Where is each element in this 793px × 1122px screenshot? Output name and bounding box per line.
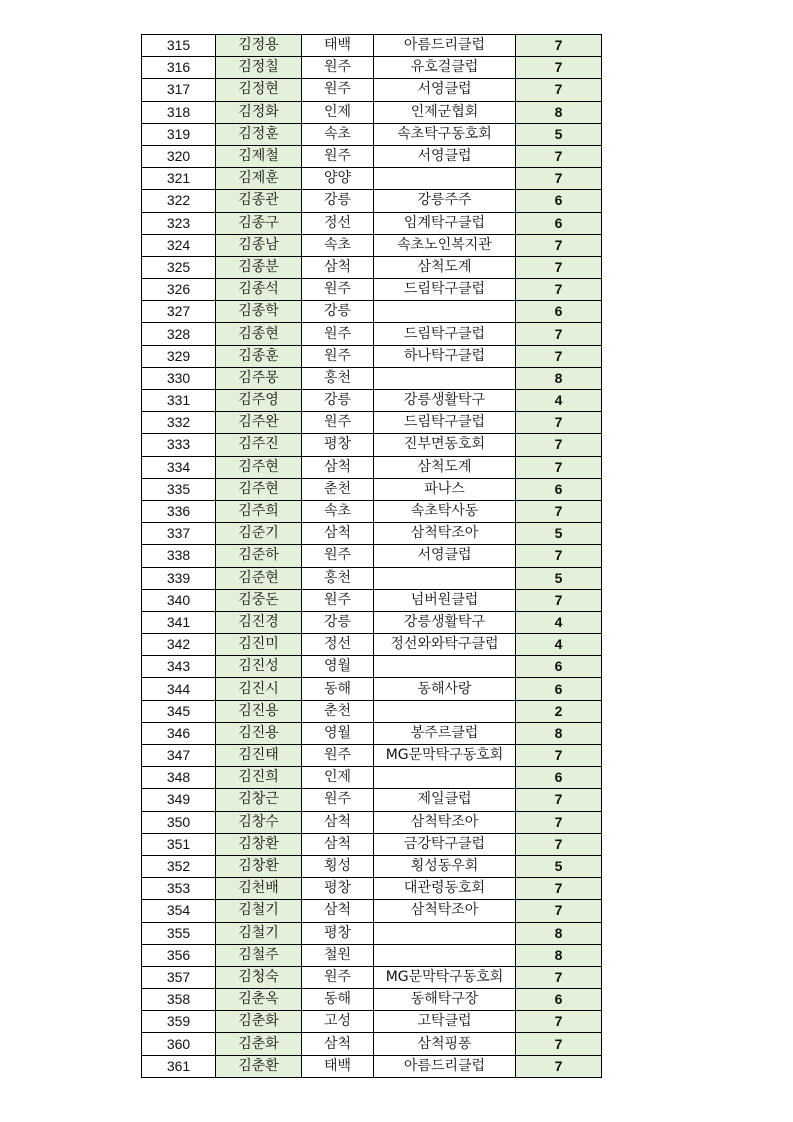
region-cell: 평창	[302, 922, 374, 944]
grade-cell: 7	[516, 1011, 602, 1033]
grade-cell: 7	[516, 79, 602, 101]
table-row	[142, 123, 602, 145]
region-cell: 삼척	[302, 523, 374, 545]
club-cell: 속초탁구동호회	[374, 123, 516, 145]
club-cell: 대관령동호회	[374, 878, 516, 900]
table-row	[142, 256, 602, 278]
table-row	[142, 456, 602, 478]
club-cell: 드림탁구클럽	[374, 323, 516, 345]
grade-cell: 6	[516, 656, 602, 678]
club-cell: 속초노인복지관	[374, 234, 516, 256]
grade-cell: 7	[516, 966, 602, 988]
club-cell	[374, 922, 516, 944]
grade-cell: 6	[516, 301, 602, 323]
name-cell: 김주현	[216, 456, 302, 478]
row-number-cell: 336	[142, 500, 216, 522]
region-cell: 홍천	[302, 367, 374, 389]
table-row	[142, 722, 602, 744]
member-table-body	[142, 35, 602, 1078]
table-row	[142, 745, 602, 767]
name-cell: 김철기	[216, 922, 302, 944]
row-number-cell: 360	[142, 1033, 216, 1055]
row-number-cell: 344	[142, 678, 216, 700]
row-number-cell: 333	[142, 434, 216, 456]
grade-cell: 7	[516, 1055, 602, 1077]
grade-cell: 8	[516, 944, 602, 966]
grade-cell: 6	[516, 478, 602, 500]
club-cell	[374, 567, 516, 589]
name-cell: 김창근	[216, 789, 302, 811]
grade-cell: 5	[516, 567, 602, 589]
table-row	[142, 367, 602, 389]
grade-cell: 6	[516, 190, 602, 212]
name-cell: 김종현	[216, 323, 302, 345]
region-cell: 횡성	[302, 855, 374, 877]
table-row	[142, 168, 602, 190]
row-number-cell: 323	[142, 212, 216, 234]
name-cell: 김진미	[216, 634, 302, 656]
club-cell: 강릉생활탁구	[374, 390, 516, 412]
table-row	[142, 878, 602, 900]
region-cell: 동해	[302, 989, 374, 1011]
name-cell: 김종관	[216, 190, 302, 212]
club-cell: 금강탁구클럽	[374, 833, 516, 855]
row-number-cell: 350	[142, 811, 216, 833]
table-row	[142, 279, 602, 301]
row-number-cell: 325	[142, 256, 216, 278]
name-cell: 김창수	[216, 811, 302, 833]
region-cell: 원주	[302, 323, 374, 345]
table-row	[142, 944, 602, 966]
grade-cell: 7	[516, 745, 602, 767]
club-cell: 서영클럽	[374, 545, 516, 567]
row-number-cell: 324	[142, 234, 216, 256]
row-number-cell: 338	[142, 545, 216, 567]
grade-cell: 7	[516, 833, 602, 855]
grade-cell: 7	[516, 256, 602, 278]
row-number-cell: 337	[142, 523, 216, 545]
club-cell: 삼척탁조아	[374, 523, 516, 545]
table-row	[142, 922, 602, 944]
region-cell: 영월	[302, 656, 374, 678]
region-cell: 삼척	[302, 256, 374, 278]
club-cell: 아름드리클럽	[374, 1055, 516, 1077]
region-cell: 속초	[302, 234, 374, 256]
region-cell: 원주	[302, 745, 374, 767]
club-cell: 동해사랑	[374, 678, 516, 700]
club-cell: 제일클럽	[374, 789, 516, 811]
club-cell: 동해탁구장	[374, 989, 516, 1011]
region-cell: 태백	[302, 1055, 374, 1077]
club-cell	[374, 168, 516, 190]
row-number-cell: 361	[142, 1055, 216, 1077]
grade-cell: 6	[516, 678, 602, 700]
grade-cell: 7	[516, 57, 602, 79]
club-cell: 인제군협회	[374, 101, 516, 123]
region-cell: 정선	[302, 634, 374, 656]
club-cell: 횡성동우회	[374, 855, 516, 877]
table-row	[142, 789, 602, 811]
table-row	[142, 634, 602, 656]
row-number-cell: 349	[142, 789, 216, 811]
table-row	[142, 478, 602, 500]
name-cell: 김춘환	[216, 1055, 302, 1077]
table-row	[142, 545, 602, 567]
table-row	[142, 1011, 602, 1033]
grade-cell: 5	[516, 523, 602, 545]
grade-cell: 4	[516, 611, 602, 633]
grade-cell: 6	[516, 212, 602, 234]
table-row	[142, 1033, 602, 1055]
region-cell: 정선	[302, 212, 374, 234]
region-cell: 원주	[302, 589, 374, 611]
grade-cell: 7	[516, 279, 602, 301]
region-cell: 동해	[302, 678, 374, 700]
region-cell: 인제	[302, 767, 374, 789]
region-cell: 원주	[302, 345, 374, 367]
club-cell: 삼척핑퐁	[374, 1033, 516, 1055]
name-cell: 김종분	[216, 256, 302, 278]
table-row	[142, 966, 602, 988]
name-cell: 김철기	[216, 900, 302, 922]
grade-cell: 6	[516, 989, 602, 1011]
region-cell: 강릉	[302, 301, 374, 323]
club-cell: 유호걸클럽	[374, 57, 516, 79]
name-cell: 김진경	[216, 611, 302, 633]
club-cell: 삼척탁조아	[374, 900, 516, 922]
table-row	[142, 390, 602, 412]
table-row	[142, 234, 602, 256]
table-row	[142, 57, 602, 79]
name-cell: 김춘화	[216, 1011, 302, 1033]
row-number-cell: 351	[142, 833, 216, 855]
row-number-cell: 356	[142, 944, 216, 966]
grade-cell: 7	[516, 456, 602, 478]
club-cell	[374, 301, 516, 323]
grade-cell: 7	[516, 500, 602, 522]
row-number-cell: 330	[142, 367, 216, 389]
club-cell: 삼척도계	[374, 256, 516, 278]
club-cell: 넘버원클럽	[374, 589, 516, 611]
grade-cell: 7	[516, 145, 602, 167]
club-cell	[374, 767, 516, 789]
grade-cell: 7	[516, 878, 602, 900]
row-number-cell: 348	[142, 767, 216, 789]
table-row	[142, 811, 602, 833]
row-number-cell: 341	[142, 611, 216, 633]
name-cell: 김종구	[216, 212, 302, 234]
club-cell: 서영클럽	[374, 145, 516, 167]
name-cell: 김진희	[216, 767, 302, 789]
region-cell: 원주	[302, 145, 374, 167]
grade-cell: 7	[516, 789, 602, 811]
name-cell: 김주희	[216, 500, 302, 522]
grade-cell: 7	[516, 900, 602, 922]
row-number-cell: 347	[142, 745, 216, 767]
name-cell: 김진용	[216, 722, 302, 744]
table-row	[142, 323, 602, 345]
table-row	[142, 989, 602, 1011]
name-cell: 김준기	[216, 523, 302, 545]
row-number-cell: 358	[142, 989, 216, 1011]
region-cell: 홍천	[302, 567, 374, 589]
region-cell: 강릉	[302, 190, 374, 212]
row-number-cell: 329	[142, 345, 216, 367]
name-cell: 김진용	[216, 700, 302, 722]
grade-cell: 7	[516, 234, 602, 256]
club-cell	[374, 656, 516, 678]
region-cell: 삼척	[302, 456, 374, 478]
name-cell: 김종남	[216, 234, 302, 256]
grade-cell: 7	[516, 412, 602, 434]
row-number-cell: 320	[142, 145, 216, 167]
row-number-cell: 316	[142, 57, 216, 79]
name-cell: 김진태	[216, 745, 302, 767]
club-cell: 강릉생활탁구	[374, 611, 516, 633]
row-number-cell: 335	[142, 478, 216, 500]
row-number-cell: 319	[142, 123, 216, 145]
name-cell: 김창환	[216, 833, 302, 855]
table-row	[142, 79, 602, 101]
club-cell: 고탁클럽	[374, 1011, 516, 1033]
club-cell: 진부면동호회	[374, 434, 516, 456]
grade-cell: 7	[516, 35, 602, 57]
grade-cell: 4	[516, 390, 602, 412]
region-cell: 춘천	[302, 700, 374, 722]
table-row	[142, 833, 602, 855]
table-row	[142, 678, 602, 700]
row-number-cell: 327	[142, 301, 216, 323]
row-number-cell: 317	[142, 79, 216, 101]
name-cell: 김춘화	[216, 1033, 302, 1055]
table-row	[142, 900, 602, 922]
grade-cell: 7	[516, 1033, 602, 1055]
club-cell: MG문막탁구동호회	[374, 745, 516, 767]
region-cell: 원주	[302, 79, 374, 101]
table-row	[142, 1055, 602, 1077]
name-cell: 김진성	[216, 656, 302, 678]
table-row	[142, 567, 602, 589]
grade-cell: 8	[516, 722, 602, 744]
club-cell: 정선와와탁구클럽	[374, 634, 516, 656]
region-cell: 영월	[302, 722, 374, 744]
name-cell: 김주영	[216, 390, 302, 412]
table-row	[142, 345, 602, 367]
club-cell: 파나스	[374, 478, 516, 500]
name-cell: 김종학	[216, 301, 302, 323]
club-cell: 임계탁구클럽	[374, 212, 516, 234]
club-cell: 강릉주주	[374, 190, 516, 212]
row-number-cell: 334	[142, 456, 216, 478]
row-number-cell: 345	[142, 700, 216, 722]
club-cell: 봉주르클럽	[374, 722, 516, 744]
row-number-cell: 331	[142, 390, 216, 412]
region-cell: 철원	[302, 944, 374, 966]
table-row	[142, 523, 602, 545]
grade-cell: 7	[516, 323, 602, 345]
region-cell: 춘천	[302, 478, 374, 500]
region-cell: 원주	[302, 57, 374, 79]
table-row	[142, 35, 602, 57]
region-cell: 강릉	[302, 611, 374, 633]
region-cell: 평창	[302, 434, 374, 456]
grade-cell: 2	[516, 700, 602, 722]
table-row	[142, 212, 602, 234]
club-cell: 아름드리클럽	[374, 35, 516, 57]
grade-cell: 8	[516, 922, 602, 944]
region-cell: 고성	[302, 1011, 374, 1033]
grade-cell: 7	[516, 168, 602, 190]
region-cell: 삼척	[302, 833, 374, 855]
name-cell: 김주몽	[216, 367, 302, 389]
club-cell: 드림탁구클럽	[374, 412, 516, 434]
name-cell: 김철주	[216, 944, 302, 966]
grade-cell: 7	[516, 545, 602, 567]
club-cell	[374, 367, 516, 389]
name-cell: 김중돈	[216, 589, 302, 611]
row-number-cell: 357	[142, 966, 216, 988]
club-cell	[374, 944, 516, 966]
row-number-cell: 339	[142, 567, 216, 589]
grade-cell: 7	[516, 589, 602, 611]
table-row	[142, 301, 602, 323]
grade-cell: 4	[516, 634, 602, 656]
name-cell: 김정용	[216, 35, 302, 57]
row-number-cell: 315	[142, 35, 216, 57]
name-cell: 김종훈	[216, 345, 302, 367]
row-number-cell: 318	[142, 101, 216, 123]
grade-cell: 7	[516, 434, 602, 456]
name-cell: 김창환	[216, 855, 302, 877]
name-cell: 김천배	[216, 878, 302, 900]
row-number-cell: 346	[142, 722, 216, 744]
row-number-cell: 352	[142, 855, 216, 877]
row-number-cell: 354	[142, 900, 216, 922]
region-cell: 원주	[302, 966, 374, 988]
region-cell: 강릉	[302, 390, 374, 412]
member-table	[141, 34, 602, 1078]
club-cell: 하나탁구클럽	[374, 345, 516, 367]
grade-cell: 6	[516, 767, 602, 789]
row-number-cell: 332	[142, 412, 216, 434]
name-cell: 김주현	[216, 478, 302, 500]
grade-cell: 8	[516, 367, 602, 389]
table-row	[142, 101, 602, 123]
region-cell: 삼척	[302, 1033, 374, 1055]
table-row	[142, 611, 602, 633]
table-row	[142, 656, 602, 678]
table-row	[142, 412, 602, 434]
region-cell: 원주	[302, 412, 374, 434]
name-cell: 김정화	[216, 101, 302, 123]
region-cell: 원주	[302, 545, 374, 567]
table-row	[142, 190, 602, 212]
table-row	[142, 767, 602, 789]
name-cell: 김정칠	[216, 57, 302, 79]
row-number-cell: 326	[142, 279, 216, 301]
club-cell: 드림탁구클럽	[374, 279, 516, 301]
name-cell: 김준현	[216, 567, 302, 589]
table-row	[142, 589, 602, 611]
table-row	[142, 855, 602, 877]
name-cell: 김주진	[216, 434, 302, 456]
table-row	[142, 500, 602, 522]
region-cell: 속초	[302, 123, 374, 145]
table-row	[142, 434, 602, 456]
name-cell: 김준하	[216, 545, 302, 567]
region-cell: 원주	[302, 789, 374, 811]
name-cell: 김정훈	[216, 123, 302, 145]
name-cell: 김청숙	[216, 966, 302, 988]
region-cell: 속초	[302, 500, 374, 522]
club-cell: 속초탁사동	[374, 500, 516, 522]
table-row	[142, 145, 602, 167]
club-cell: 서영클럽	[374, 79, 516, 101]
row-number-cell: 355	[142, 922, 216, 944]
name-cell: 김춘옥	[216, 989, 302, 1011]
row-number-cell: 353	[142, 878, 216, 900]
row-number-cell: 342	[142, 634, 216, 656]
region-cell: 평창	[302, 878, 374, 900]
grade-cell: 5	[516, 123, 602, 145]
grade-cell: 7	[516, 811, 602, 833]
region-cell: 삼척	[302, 900, 374, 922]
name-cell: 김주완	[216, 412, 302, 434]
club-cell: MG문막탁구동호회	[374, 966, 516, 988]
row-number-cell: 343	[142, 656, 216, 678]
club-cell	[374, 700, 516, 722]
region-cell: 양양	[302, 168, 374, 190]
name-cell: 김종석	[216, 279, 302, 301]
row-number-cell: 359	[142, 1011, 216, 1033]
grade-cell: 7	[516, 345, 602, 367]
grade-cell: 5	[516, 855, 602, 877]
club-cell: 삼척도계	[374, 456, 516, 478]
name-cell: 김진시	[216, 678, 302, 700]
region-cell: 태백	[302, 35, 374, 57]
grade-cell: 8	[516, 101, 602, 123]
club-cell: 삼척탁조아	[374, 811, 516, 833]
name-cell: 김정현	[216, 79, 302, 101]
name-cell: 김제철	[216, 145, 302, 167]
row-number-cell: 340	[142, 589, 216, 611]
row-number-cell: 322	[142, 190, 216, 212]
table-row	[142, 700, 602, 722]
row-number-cell: 321	[142, 168, 216, 190]
row-number-cell: 328	[142, 323, 216, 345]
region-cell: 삼척	[302, 811, 374, 833]
region-cell: 인제	[302, 101, 374, 123]
region-cell: 원주	[302, 279, 374, 301]
name-cell: 김제훈	[216, 168, 302, 190]
